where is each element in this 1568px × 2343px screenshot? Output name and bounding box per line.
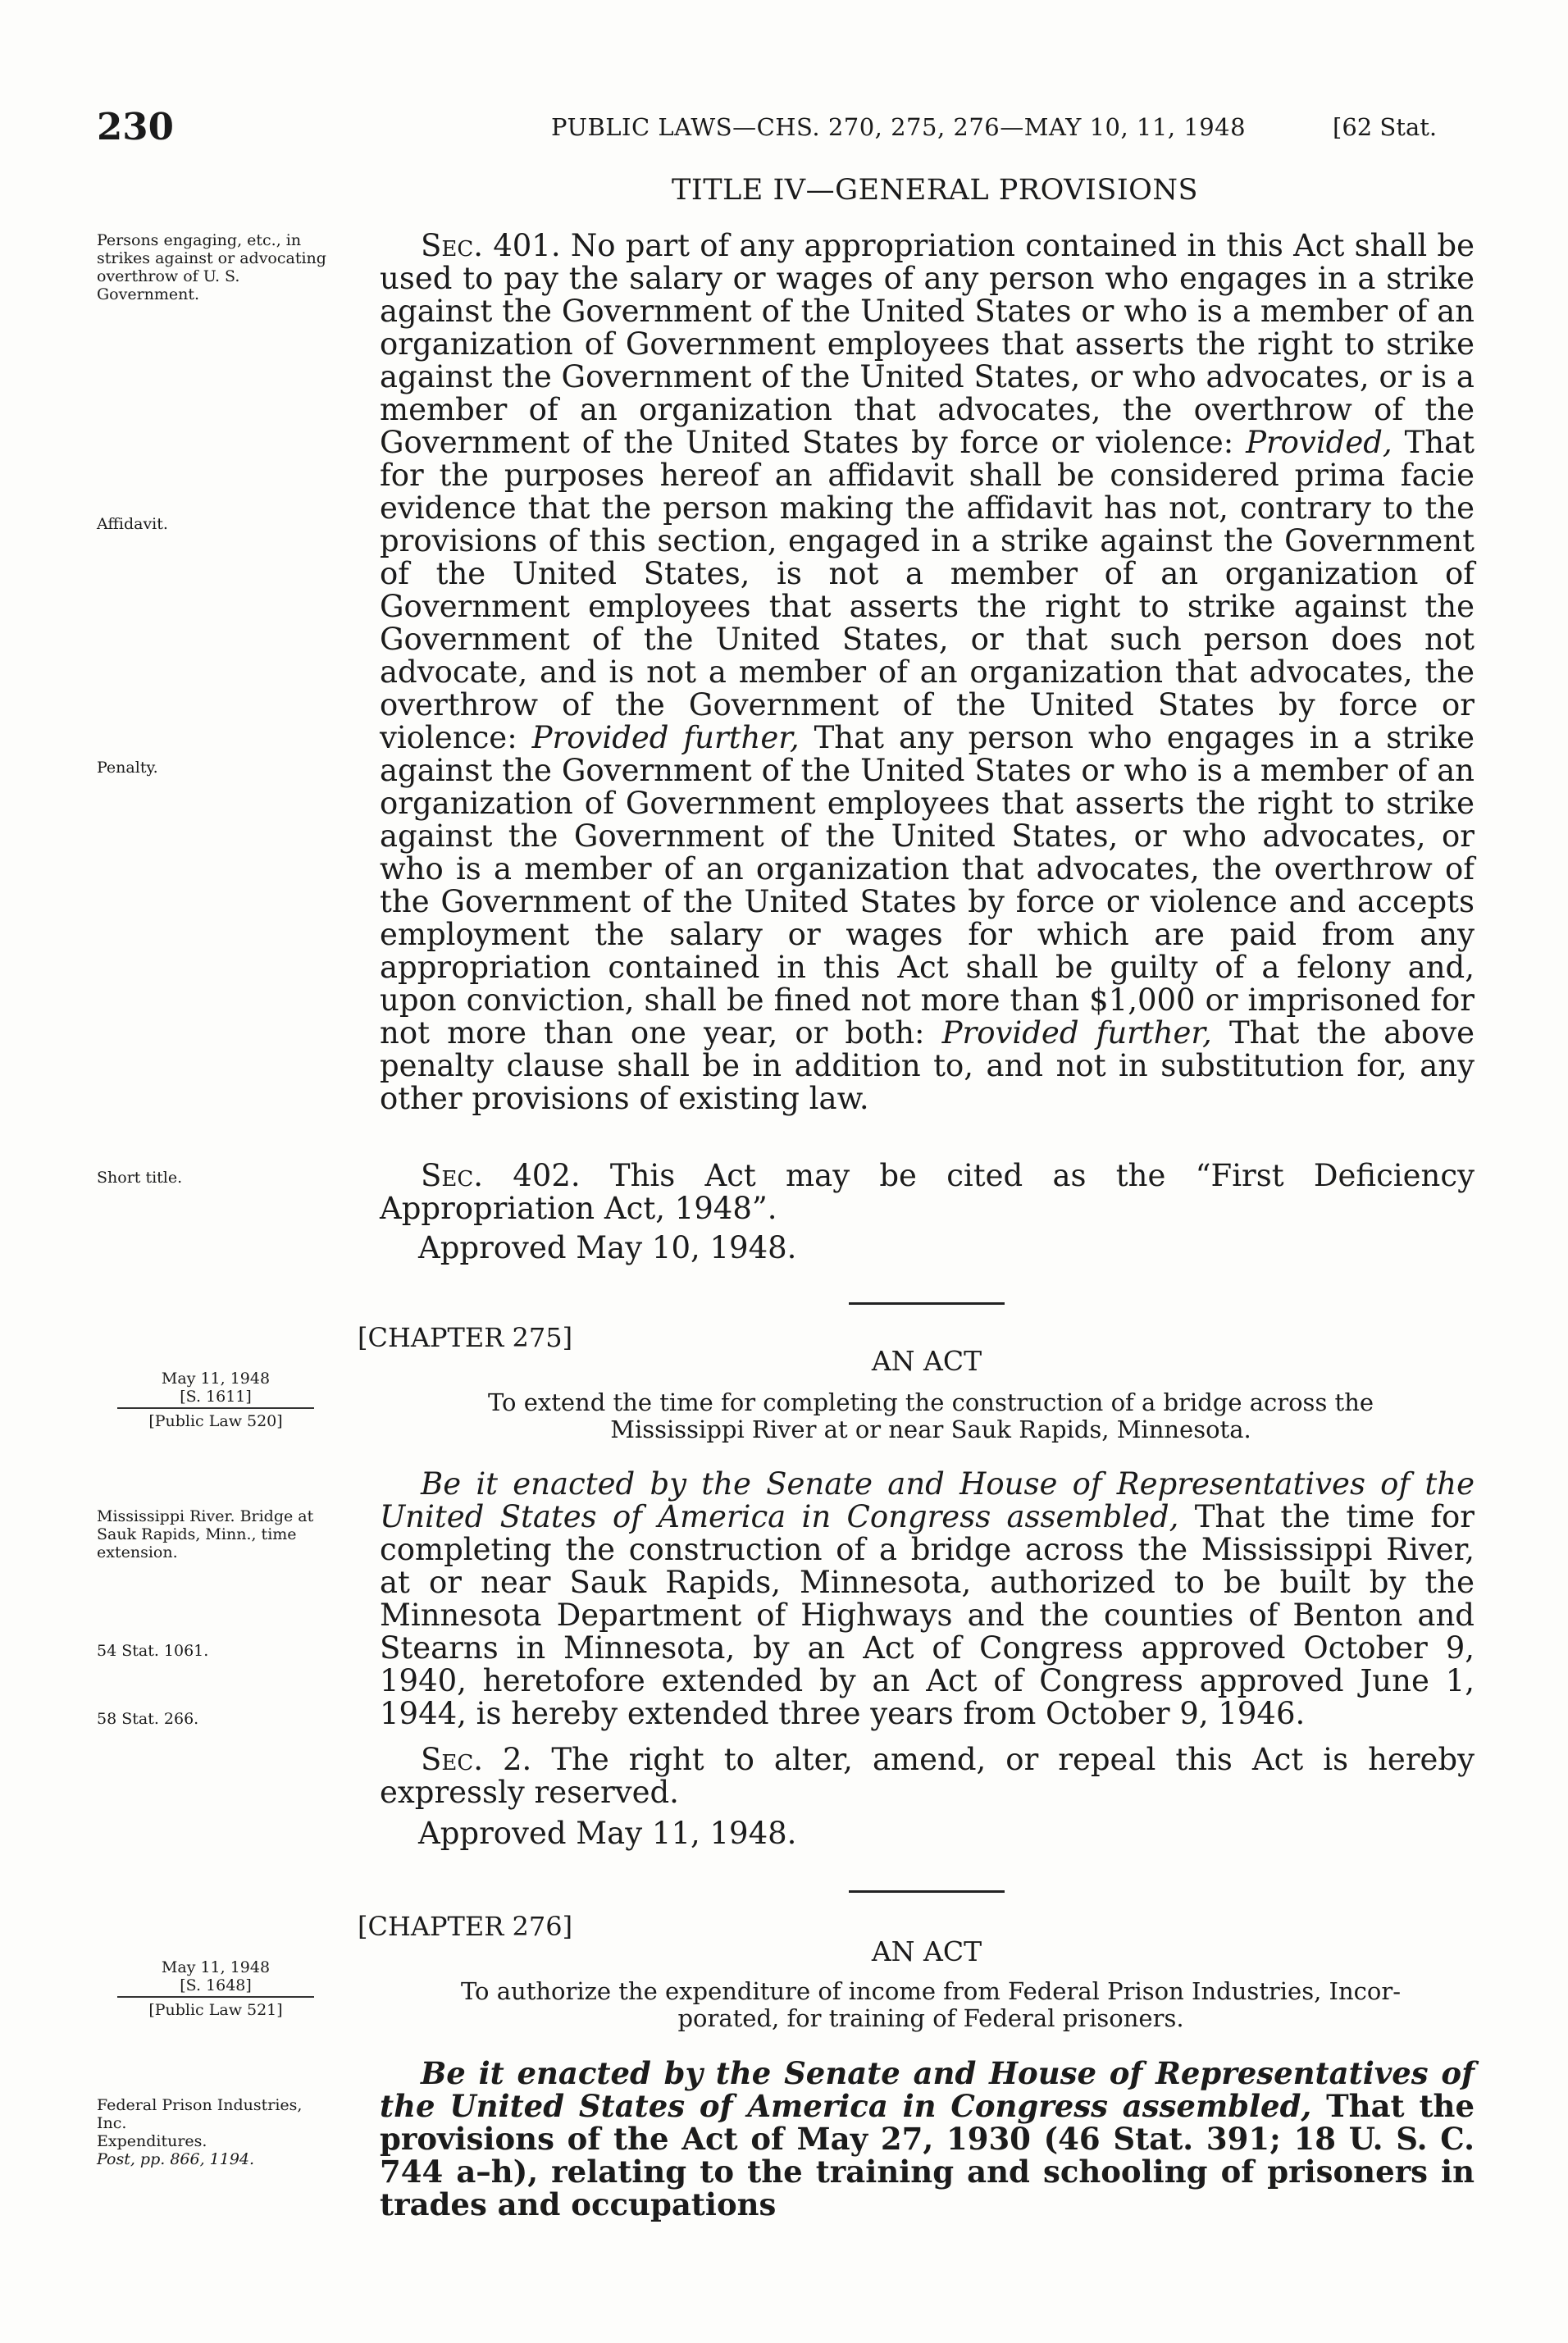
- chapter-276-label: [CHAPTER 276]: [358, 1911, 573, 1942]
- ch276-desc-line1: To authorize the expenditure of income from Federal Prison Industries, Incor-: [460, 1977, 1402, 2005]
- margin-note-ch275-block: [97, 1370, 335, 1430]
- ch275-body-text: That the time for completing the construction of a bridge across the Mississippi River, at or near Sauk Rapids, Minnesota, authorized to be built by the Minnesota Department of Highways and the counties of Benton and Stearns in Minnesota, by an Act of Congress approved October 9, 1940, heretofore extended by an Act of Congress approved June 1, 1944, is hereby extended three years from October 9, 1946.: [380, 1499, 1475, 1731]
- ch275-sec2-text: The right to alter, amend, or repeal this Act is hereby expressly reserved.: [380, 1742, 1475, 1810]
- chapter-divider: [849, 1890, 1005, 1893]
- ch275-bill: [S. 1611]: [180, 1388, 252, 1406]
- section-402: [380, 1160, 1475, 1225]
- sec401-part4: That the above penalty clause shall be in addition to, and not in substitution for, any other provisions of existing law.: [380, 1015, 1475, 1116]
- section-401: [380, 230, 1475, 1115]
- ch275-date: May 11, 1948: [161, 1370, 271, 1388]
- sec401-part3: That any person who engages in a strike against the Government of the United States or who is a member of an organization of Government employees that asserts the right to strike against the Government of the United States, or who advocates, or who is a member of an organization that advocates, the overthrow of the Government of the United States by force or violence and accepts employment the salary or wages for which are paid from any appropriation contained in this Act shall be guilty of a felony and, upon conviction, shall be fined not more than $1,000 or imprisoned for not more than one year, or both:: [380, 720, 1475, 1051]
- ch276-date: May 11, 1948: [161, 1958, 271, 1976]
- chapter-275-sec2: [380, 1744, 1475, 1809]
- running-head: PUBLIC LAWS—CHS. 270, 275, 276—MAY 10, 11, 1948: [551, 113, 1247, 141]
- page-number: 230: [97, 105, 174, 148]
- ch276-body-text: That the provisions of the Act of May 27, 1930 (46 Stat. 391; 18 U. S. C. 744 a–h), relating to the training and schooling of prisoners in trades and occupations: [380, 2088, 1475, 2222]
- chapter-275-description: [426, 1389, 1435, 1443]
- margin-note-mississippi: Mississippi River. Bridge at Sauk Rapids, Minn., time extension.: [97, 1507, 314, 1561]
- ch275-law: [Public Law 520]: [148, 1412, 283, 1430]
- prison-industries-text: Federal Prison Industries, Inc.: [97, 2096, 303, 2132]
- post-ref-text: Post, pp. 866, 1194.: [97, 2150, 255, 2168]
- note-rule: [117, 1407, 314, 1409]
- margin-note-stat-1061: 54 Stat. 1061.: [97, 1642, 209, 1660]
- sec401-provided2: Provided further,: [531, 720, 800, 755]
- sec401-provided3: Provided further,: [941, 1015, 1212, 1051]
- ch275-sec2-label: Sec. 2.: [421, 1742, 532, 1777]
- approved-ch275: Approved May 11, 1948.: [418, 1816, 797, 1851]
- margin-note-short-title: Short title.: [97, 1169, 183, 1187]
- note-rule: [117, 1996, 314, 1998]
- chapter-276-body: [380, 2057, 1475, 2221]
- chapter-275-an-act: AN ACT: [871, 1345, 982, 1377]
- approved-ch270: Approved May 10, 1948.: [418, 1230, 797, 1265]
- sec401-label: Sec. 401.: [421, 228, 561, 263]
- margin-note-persons: Persons engaging, etc., in strikes against or advocating overthrow of U. S. Government.: [97, 231, 326, 303]
- chapter-276-description: [426, 1978, 1435, 2032]
- sec402-label: Sec. 402.: [421, 1158, 581, 1193]
- sec401-part2: That for the purposes hereof an affidavit shall be considered prima facie evidence that the person making the affidavit has not, contrary to the provisions of this section, engaged in a strike against the Government of the United States, is not a member of an organization of Government employees that asserts the right to strike against the Government of the United States, or that such person does not advocate, and is not a member of an organization that advocates, the overthrow of the Government of the United States by force or violence:: [380, 425, 1475, 755]
- margin-note-prison-industries: [97, 2096, 335, 2168]
- margin-note-penalty: Penalty.: [97, 759, 158, 777]
- ch276-desc-line2: porated, for training of Federal prisoners.: [677, 2004, 1184, 2032]
- margin-note-stat-266: 58 Stat. 266.: [97, 1710, 199, 1728]
- stat-reference: [62 Stat.: [1333, 113, 1438, 141]
- ch276-enacting-clause: Be it enacted by the Senate and House of Representatives of the United States of America in Congress assembled,: [380, 2055, 1475, 2124]
- margin-note-ch276-block: [97, 1958, 335, 2019]
- title-iv-heading: TITLE IV—GENERAL PROVISIONS: [672, 174, 1198, 207]
- ch276-bill: [S. 1648]: [180, 1976, 252, 1994]
- chapter-275-label: [CHAPTER 275]: [358, 1322, 573, 1353]
- ch276-law: [Public Law 521]: [148, 2001, 283, 2019]
- margin-note-affidavit: Affidavit.: [97, 515, 168, 533]
- ch275-desc-line2: Mississippi River at or near Sauk Rapids, Minnesota.: [610, 1415, 1251, 1443]
- chapter-divider: [849, 1302, 1005, 1305]
- ch275-desc-line1: To extend the time for completing the construction of a bridge across the: [487, 1388, 1374, 1416]
- sec401-part1: No part of any appropriation contained in this Act shall be used to pay the salary or wages of any person who engages in a strike against the Government of the United States or who is a member of an organization of Government employees that asserts the right to strike against the Government of the United States, or who advocates, or is a member of an organization that advocates, the overthrow of the Government of the United States by force or violence:: [380, 228, 1475, 460]
- sec401-provided1: Provided,: [1246, 425, 1393, 460]
- chapter-276-an-act: AN ACT: [871, 1935, 982, 1967]
- sec402-text: This Act may be cited as the “First Deficiency Appropriation Act, 1948”.: [380, 1158, 1475, 1226]
- ch275-enacting-clause: Be it enacted by the Senate and House of Representatives of the United States of America in Congress assembled,: [380, 1466, 1475, 1534]
- expenditures-text: Expenditures.: [97, 2132, 207, 2150]
- chapter-275-body: [380, 1468, 1475, 1730]
